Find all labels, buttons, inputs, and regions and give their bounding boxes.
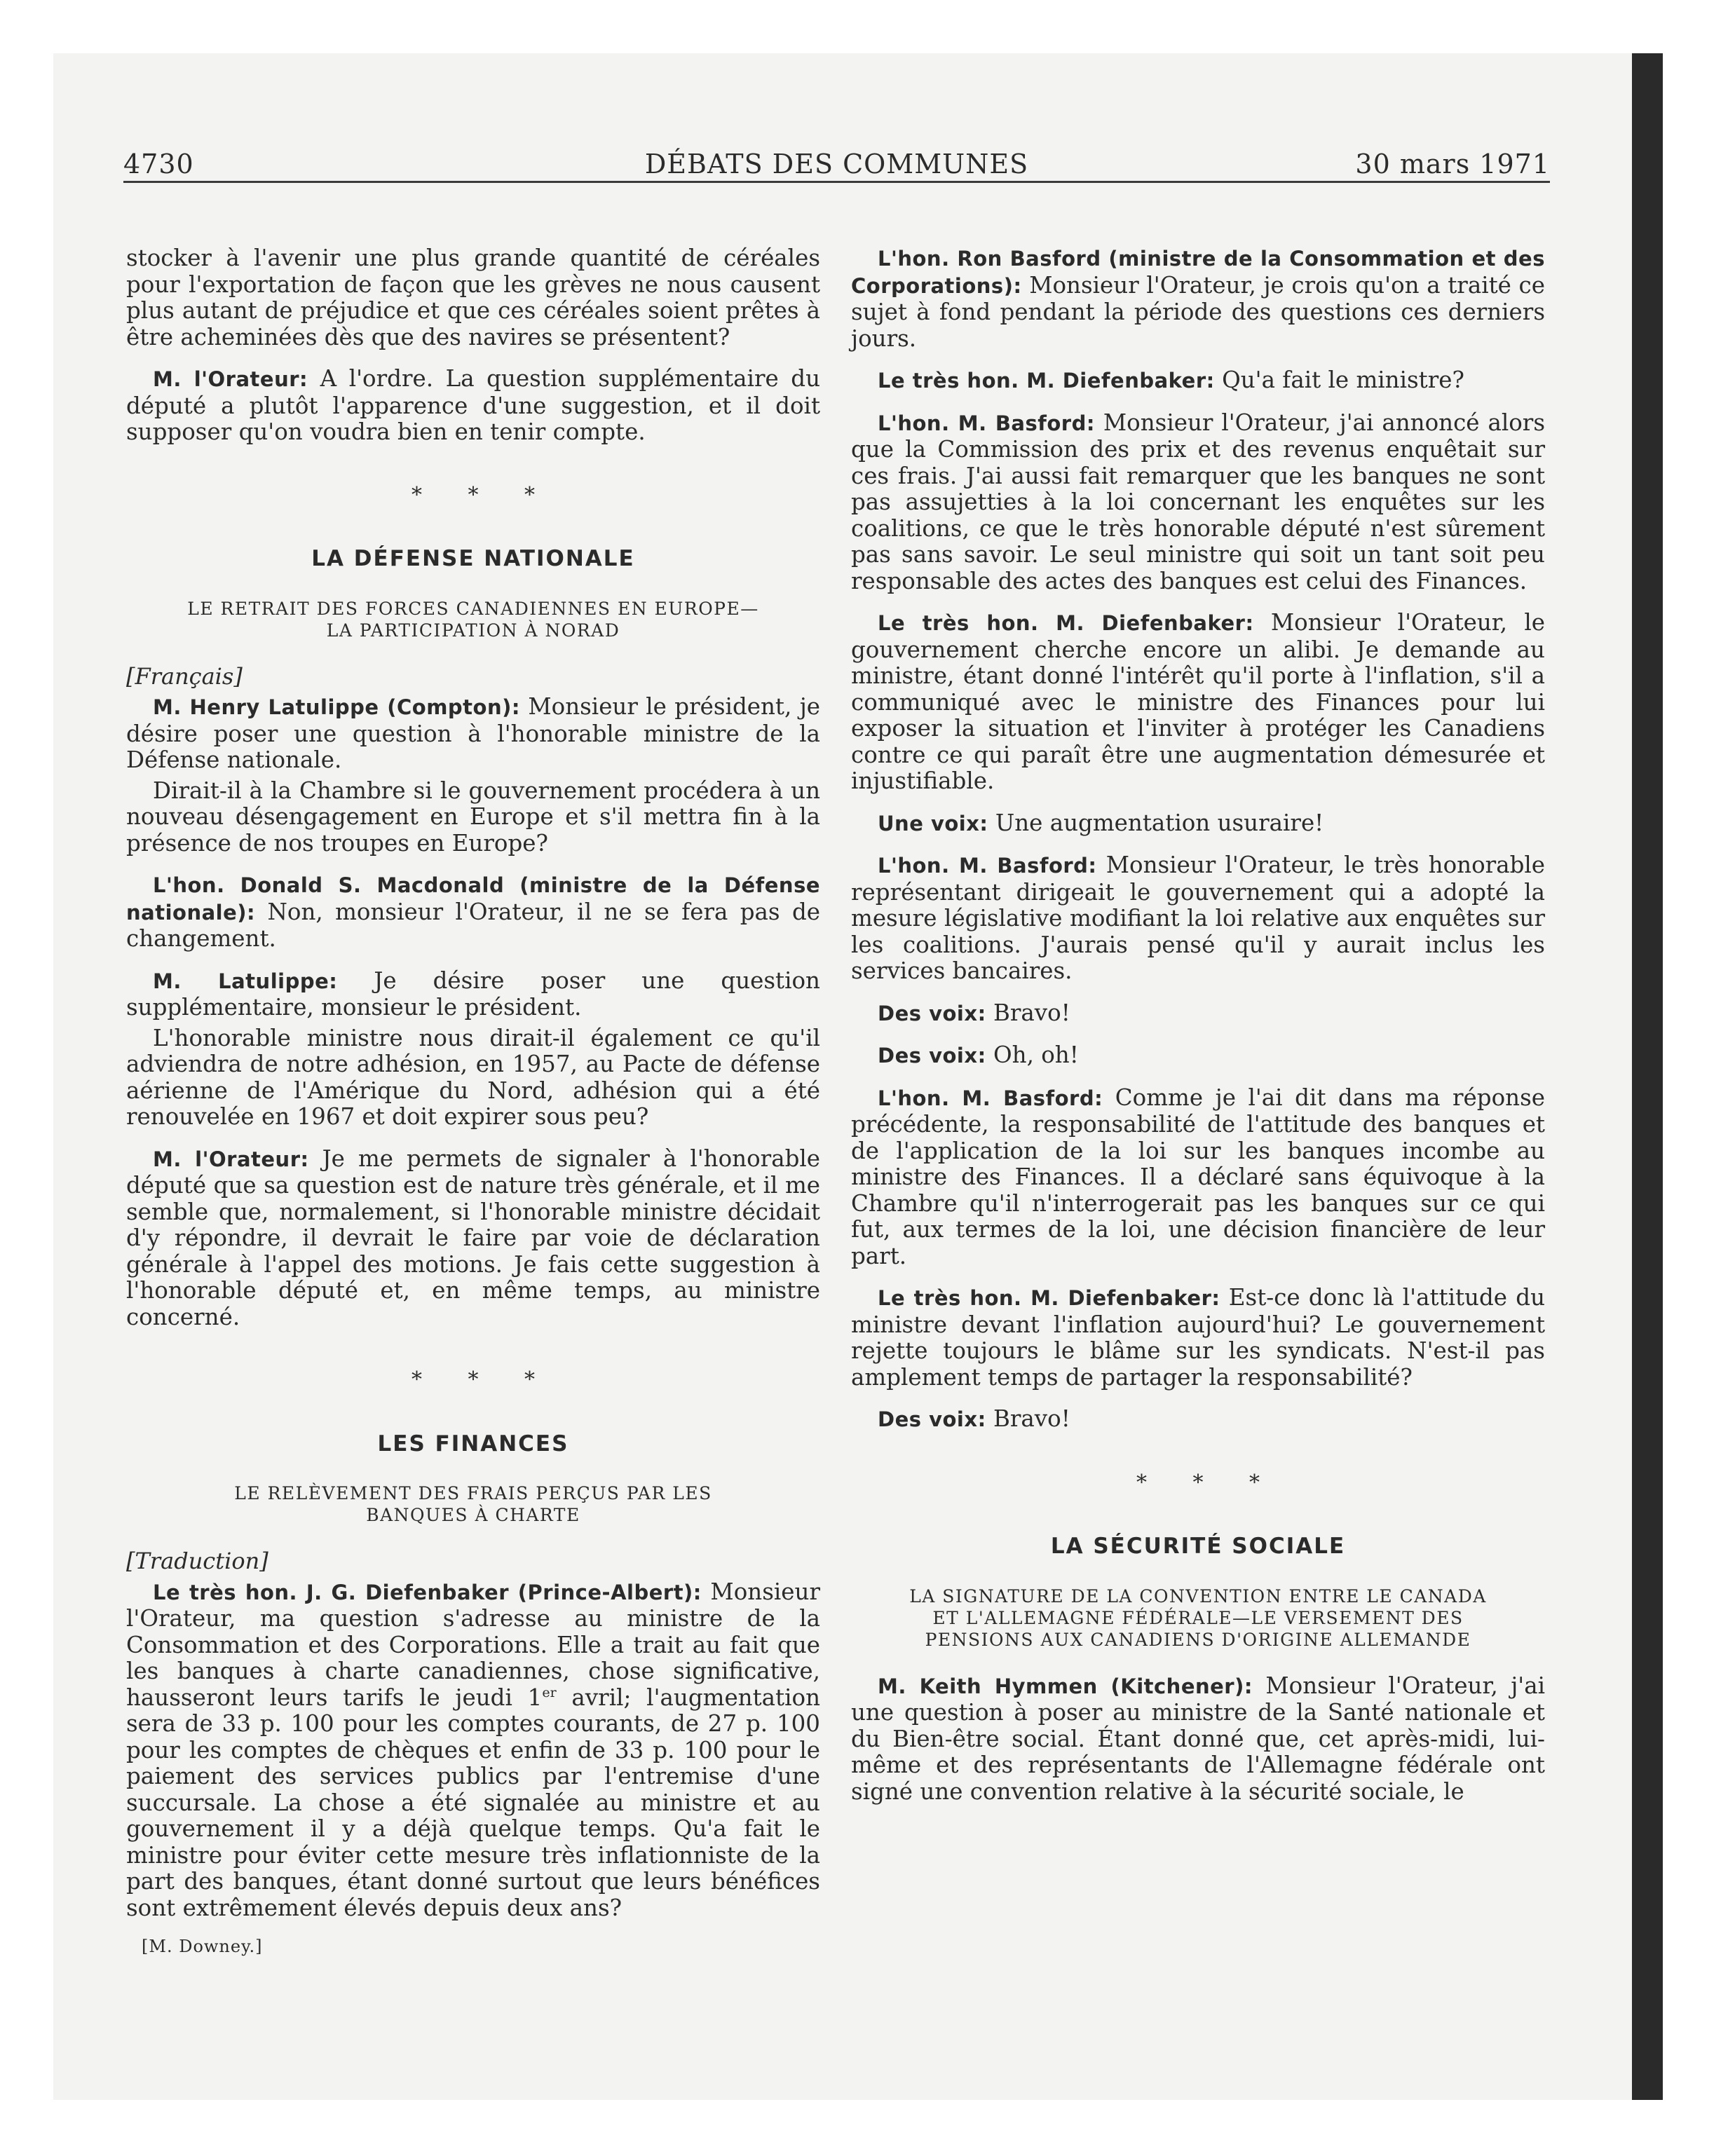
speech-text: Monsieur l'Orateur, j'ai une question à poser au ministre de la Santé nationale et du Bien-être social. Étant donné que, cet après-midi, lui-même et des représentants de l'Allemagne fédérale ont signé une convention relative à la sécurité sociale, le xyxy=(851,1672,1545,1805)
speaker-name: M. Latulippe: xyxy=(153,969,338,993)
speech-text: Monsieur l'Orateur, ma question s'adresse au ministre de la Consommation et des Corporations. Elle a trait au fait que les banques à charte canadiennes, chose significative, hausseront leurs tarifs le jeudi 1 xyxy=(126,1578,820,1711)
speech-text: Monsieur l'Orateur, le gouvernement cherche encore un alibi. Je demande au ministre, étant donné l'intérêt qu'il porte à l'inflation, s'il a communiqué avec le ministre des Finances pour lui exposer la situation et l'inviter à protéger les Canadiens contre ce qui paraît être une augmentation démesurée et injustifiable. xyxy=(851,609,1545,794)
section-separator: * * * xyxy=(411,1367,555,1392)
speaker-name: L'hon. Donald S. Macdonald (ministre de la Défense nationale): xyxy=(126,873,820,925)
speech-text: Non, monsieur l'Orateur, il ne se fera pas de changement. xyxy=(126,898,820,952)
paragraph: Dirait-il à la Chambre si le gouvernement procédera à un nouveau désengagement en Europe et s'il mettra fin à la présence de nos troupes en Europe? xyxy=(126,777,820,857)
running-header xyxy=(123,147,1550,183)
subsection-line: BANQUES À CHARTE xyxy=(366,1505,580,1525)
section-separator: * * * xyxy=(1136,1470,1280,1495)
speech xyxy=(126,1146,820,1331)
speech xyxy=(126,872,820,953)
speaker-name: Une voix: xyxy=(878,811,988,835)
speech-text: Monsieur le président, je désire poser une question à l'honorable ministre de la Défense nationale. xyxy=(126,693,821,773)
speech xyxy=(851,1000,1545,1028)
subsection-heading xyxy=(126,1482,820,1526)
speaker-name: Des voix: xyxy=(878,1044,986,1067)
speaker-name: L'hon. Ron Basford (ministre de la Consommation et des Corporations): xyxy=(851,247,1545,298)
speaker-name: Des voix: xyxy=(878,1001,986,1025)
subsection-line: LA SIGNATURE DE LA CONVENTION ENTRE LE CANADA xyxy=(909,1585,1487,1606)
speaker-name: M. l'Orateur: xyxy=(153,367,308,391)
speech xyxy=(851,1285,1545,1391)
section-separator: * * * xyxy=(411,482,555,507)
page-footnote: [M. Downey.] xyxy=(142,1937,263,1956)
scan-edge-bar xyxy=(1632,53,1663,2100)
publication-title: DÉBATS DES COMMUNES xyxy=(644,149,1029,179)
speech-text: Bravo! xyxy=(986,999,1070,1026)
subsection-line: ET L'ALLEMAGNE FÉDÉRALE—LE VERSEMENT DES xyxy=(932,1607,1464,1628)
speaker-name: Le très hon. J. G. Diefenbaker (Prince-Albert): xyxy=(153,1580,702,1604)
speech-text: Monsieur l'Orateur, le très honorable représentant dirigeait le gouvernement qui a adopté la mesure législative modifiant la loi relative aux enquêtes sur les coalitions. J'aurais pensé qu'il y aurait inclus les services bancaires. xyxy=(851,852,1545,984)
speaker-name: Le très hon. M. Diefenbaker: xyxy=(878,369,1215,393)
speaker-name: L'hon. M. Basford: xyxy=(878,854,1097,878)
speaker-name: L'hon. M. Basford: xyxy=(878,411,1095,435)
left-column xyxy=(126,245,820,1960)
section-heading: LA SÉCURITÉ SOCIALE xyxy=(1050,1534,1346,1559)
speech xyxy=(851,245,1545,352)
speech xyxy=(851,1673,1545,1806)
speech xyxy=(126,694,820,774)
subsection-line: PENSIONS AUX CANADIENS D'ORIGINE ALLEMANDE xyxy=(925,1629,1471,1650)
subsection-heading xyxy=(851,1585,1545,1651)
subsection-line: LA PARTICIPATION À NORAD xyxy=(326,620,620,641)
speech-text: Oh, oh! xyxy=(986,1042,1079,1068)
speech xyxy=(851,1406,1545,1433)
speech-text: Comme je l'ai dit dans ma réponse précédente, la responsabilité de l'attitude des banques et de l'application de la loi sur les banques incombe au ministre des Finances. Il a déclaré sans équivoque à la Chambre qu'il n'interrogerait pas les banques sur ce qui fut, aux termes de la loi, une décision financière de leur part. xyxy=(851,1084,1545,1269)
speech xyxy=(851,1085,1545,1270)
publication-date: 30 mars 1971 xyxy=(1355,149,1550,179)
paragraph: L'honorable ministre nous dirait-il également ce qu'il adviendra de notre adhésion, en 1957, au Pacte de défense aérienne de l'Amérique du Nord, adhésion qui a été renouvelée en 1967 et doit expirer sous peu? xyxy=(126,1024,820,1130)
subsection-heading xyxy=(126,598,820,641)
speech-text: A l'ordre. La question supplémentaire du député a plutôt l'apparence d'une suggestion, et il doit supposer qu'on voudra bien en tenir compte. xyxy=(126,365,821,445)
speech-text: Est-ce donc là l'attitude du ministre devant l'inflation aujourd'hui? Le gouvernement rejette toujours le blâme sur les syndicats. N'est-il pas amplement temps de partager la responsabilité? xyxy=(851,1284,1546,1391)
speech xyxy=(851,852,1545,985)
section-heading: LES FINANCES xyxy=(377,1431,569,1456)
speech-text: Qu'a fait le ministre? xyxy=(1214,367,1464,393)
speaker-name: M. Henry Latulippe (Compton): xyxy=(153,695,520,719)
speaker-name: M. l'Orateur: xyxy=(153,1147,309,1171)
speech-text: avril; l'augmentation sera de 33 p. 100 pour les comptes courants, de 27 p. 100 pour les comptes de chèques et enfin de 33 p. 100 pour le paiement des services publics par l'entremise d'une succursale. La chose a été signalée au ministre et au gouvernement il y a déjà quelque temps. Qu'a fait le ministre pour éviter cette mesure très inflationniste de la part des banques, étant donné surtout que leurs bénéfices sont extrêmement élevés depuis deux ans? xyxy=(126,1684,820,1921)
speech-text: Bravo! xyxy=(986,1405,1070,1432)
speech-text: Monsieur l'Orateur, je crois qu'on a traité ce sujet à fond pendant la période des questions ces derniers jours. xyxy=(851,271,1545,352)
subsection-line: LE RETRAIT DES FORCES CANADIENNES EN EUROPE— xyxy=(187,598,759,619)
section-heading: LA DÉFENSE NATIONALE xyxy=(311,546,635,571)
superscript: er xyxy=(542,1684,557,1700)
speech xyxy=(851,410,1545,595)
speech xyxy=(851,610,1545,795)
speech-text: Je me permets de signaler à l'honorable député que sa question est de nature très générale, et il me semble que, normalement, si l'honorable ministre décidait d'y répondre, il devrait le faire par voie de déclaration générale à l'appel des motions. Je fais cette suggestion à l'honorable député et, en même temps, au ministre concerné. xyxy=(126,1145,820,1330)
subsection-line: LE RELÈVEMENT DES FRAIS PERÇUS PAR LES xyxy=(234,1483,712,1503)
speech xyxy=(851,1042,1545,1070)
speaker-name: Le très hon. M. Diefenbaker: xyxy=(878,611,1254,635)
speech-text: Une augmentation usuraire! xyxy=(988,809,1324,836)
speaker-name: M. Keith Hymmen (Kitchener): xyxy=(878,1674,1253,1698)
speaker-name: Des voix: xyxy=(878,1407,986,1431)
speech xyxy=(851,810,1545,838)
speaker-name: L'hon. M. Basford: xyxy=(878,1086,1103,1110)
speech xyxy=(126,968,820,1021)
paragraph: stocker à l'avenir une plus grande quantité de céréales pour l'exportation de façon que les grèves ne nous causent plus autant de préjudice et que ces céréales soient prêtes à être acheminées dès que des navires se présentent? xyxy=(126,245,820,350)
speech xyxy=(851,367,1545,395)
speaker-name: Le très hon. M. Diefenbaker: xyxy=(878,1286,1220,1310)
speech xyxy=(126,1579,820,1922)
language-note: [Français] xyxy=(126,662,243,690)
page-number: 4730 xyxy=(123,149,194,179)
speech-text: Je désire poser une question supplémentaire, monsieur le président. xyxy=(126,967,820,1021)
speech-text: Monsieur l'Orateur, j'ai annoncé alors que la Commission des prix et des revenus enquêtait sur ces frais. J'ai aussi fait remarquer que les banques ne sont pas assujetties à la loi concernant les enquêtes sur les coalitions, ce que le très honorable député n'est sûrement pas sans savoir. Le seul ministre qui soit un tant soit peu responsable des actes des banques est celui des Finances. xyxy=(851,409,1545,594)
speech xyxy=(126,366,820,446)
language-note: [Traduction] xyxy=(126,1548,268,1574)
right-column xyxy=(851,245,1545,1805)
